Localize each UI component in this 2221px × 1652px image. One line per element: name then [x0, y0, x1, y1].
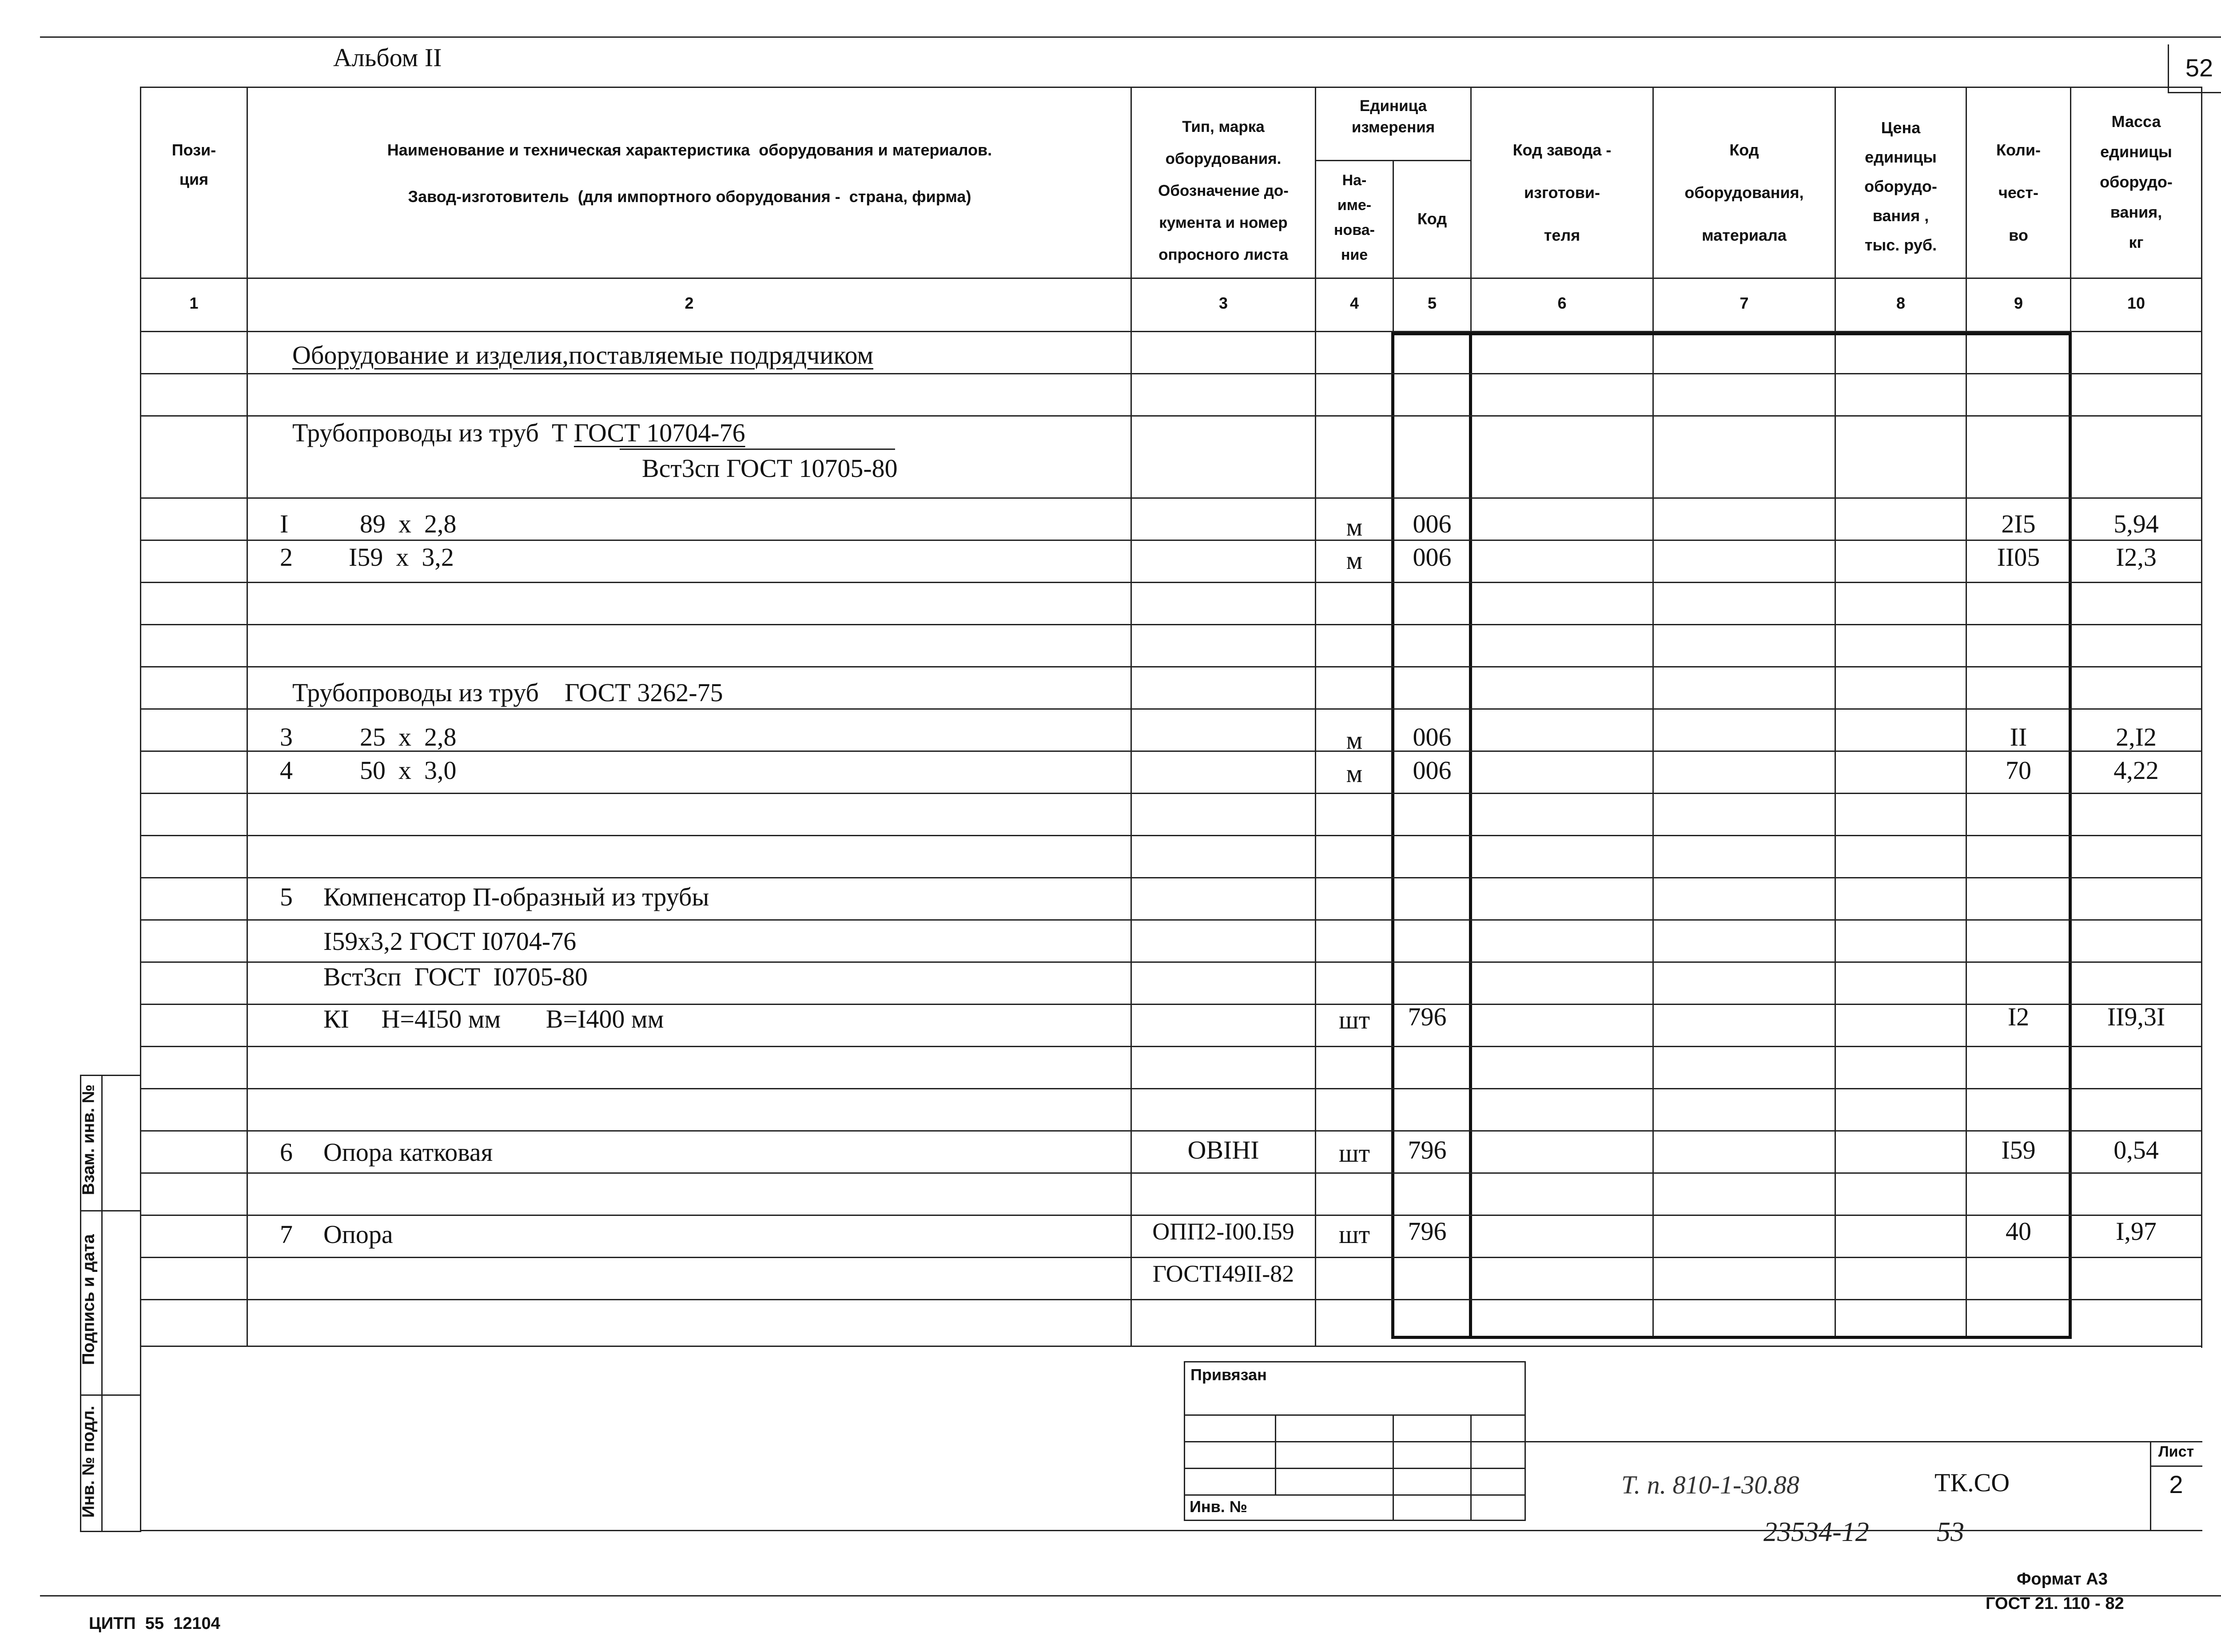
colnum-9: 9 — [2014, 294, 2023, 312]
item-unit: м — [1346, 512, 1363, 541]
item-code: 006 — [1413, 543, 1452, 572]
outer-frame-top — [40, 36, 2221, 38]
item-pos: 2 — [280, 543, 293, 572]
item-unit: шт — [1338, 1220, 1370, 1249]
item-code: 006 — [1413, 509, 1452, 538]
handwritten-page-number: 53 — [1937, 1517, 1964, 1547]
thick-line-block-bottom — [1391, 1336, 2072, 1339]
inv-label: Инв. № — [1190, 1497, 1247, 1516]
side-stamp-line — [80, 1210, 141, 1211]
item-code: 796 — [1408, 1217, 1447, 1246]
compensator-line3: Вст3сп ГОСТ I0705-80 — [323, 962, 588, 991]
header-col2-line2: Завод-изготовитель (для импортного оборудования - страна, фирма) — [408, 187, 971, 206]
compensator-unit: шт — [1338, 1005, 1370, 1034]
colnum-4: 4 — [1349, 294, 1359, 312]
row-line — [140, 877, 2201, 878]
header-col4: На- име- нова- ние — [1334, 172, 1375, 263]
item-mass: 0,54 — [2114, 1136, 2159, 1164]
compensator-line2: I59х3,2 ГОСТ I0704-76 — [323, 927, 577, 956]
header-col5: Код — [1417, 210, 1447, 228]
title-block-top — [1526, 1441, 2202, 1442]
row-line — [140, 415, 2201, 417]
header-col8: Цена единицы оборудо- вания , тыс. руб. — [1864, 119, 1937, 254]
header-col2-line1: Наименование и техническая характеристика оборудования и материалов. — [387, 141, 992, 159]
header-col6: Код завода - изготови- теля — [1513, 141, 1612, 244]
item-name: I59 х 3,2 — [349, 543, 454, 572]
colnum-7: 7 — [1739, 294, 1749, 312]
item-qty: 70 — [2006, 756, 2031, 785]
page-number: 52 — [2185, 54, 2213, 82]
item-code: 796 — [1408, 1136, 1447, 1164]
album-label: Альбом II — [333, 43, 442, 72]
row-line — [140, 1046, 2201, 1047]
colnum-3: 3 — [1218, 294, 1228, 312]
header-col10: Масса единицы оборудо- вания, кг — [2100, 112, 2173, 251]
row-line — [140, 708, 2201, 710]
privyazan-line — [1184, 1414, 1526, 1416]
item-name: 25 х 2,8 — [360, 723, 457, 751]
row-line — [140, 582, 2201, 583]
compensator-qty: I2 — [2007, 1002, 2030, 1031]
row-line — [140, 1130, 2201, 1132]
compensator-line4: КI Н=4I50 мм В=I400 мм — [323, 1005, 664, 1033]
row-line — [140, 666, 2201, 667]
drawing-bottom-line — [141, 1530, 2202, 1531]
privyazan-line — [1184, 1441, 1526, 1442]
header-bottom-line — [140, 278, 2202, 279]
item-unit: м — [1346, 759, 1363, 788]
group1-title — [292, 417, 745, 449]
citp-label: ЦИТП 55 12104 — [89, 1614, 220, 1633]
header-col7: Код оборудования, материала — [1684, 141, 1804, 244]
side-stamp-label-3: Инв. № подл. — [79, 1406, 98, 1518]
row-line — [140, 373, 2201, 374]
privyazan-line — [1184, 1468, 1526, 1469]
table-top-border — [140, 87, 2202, 88]
compensator-code: 796 — [1408, 1002, 1447, 1031]
handwritten-doc-number: Т. п. 810-1-30.88 — [1621, 1470, 1799, 1499]
handwritten-archive-number: 23534-12 — [1763, 1517, 1869, 1547]
group2-title: Трубопроводы из труб ГОСТ 3262-75 — [292, 678, 723, 707]
privyazan-label: Привязан — [1190, 1366, 1267, 1384]
item-qty: II05 — [1997, 543, 2040, 572]
item-mass: I2,3 — [2116, 543, 2157, 572]
side-stamp-divider — [101, 1075, 103, 1532]
sheet-label: Лист — [2158, 1443, 2194, 1460]
item-unit: шт — [1338, 1139, 1370, 1168]
item-mass: 4,22 — [2114, 756, 2159, 785]
colnum-5: 5 — [1427, 294, 1437, 312]
row-line — [140, 919, 2201, 921]
group1-title-part1: Трубопроводы из труб Т — [292, 418, 574, 447]
item-mass: 5,94 — [2114, 509, 2159, 538]
row-line — [140, 1299, 2201, 1300]
colnum-8: 8 — [1896, 294, 1906, 312]
privyazan-col — [1393, 1414, 1394, 1521]
header-col1: Пози- ция — [171, 141, 216, 188]
item-unit: м — [1346, 726, 1363, 755]
row-line — [140, 497, 2201, 499]
privyazan-col — [1470, 1414, 1472, 1521]
item-pos: 6 — [280, 1138, 293, 1167]
col-line-10-right-body — [2201, 333, 2202, 1348]
row-line — [140, 835, 2201, 836]
format-label: Формат А3 — [2017, 1570, 2108, 1588]
header-col3: Тип, марка оборудования. Обозначение до- кумента и номер опросного листа — [1158, 118, 1289, 263]
section-title: Оборудование и изделия,поставляемые подрядчиком — [292, 341, 874, 369]
item-code: 006 — [1413, 756, 1452, 785]
colnum-1: 1 — [189, 294, 199, 312]
table-bottom-line — [140, 1346, 2201, 1347]
colnum-bottom-line — [140, 331, 2202, 332]
privyazan-col — [1275, 1414, 1276, 1494]
compensator-name: Компенсатор П-образный из трубы — [323, 882, 709, 911]
item-code: 006 — [1413, 723, 1452, 751]
sheet-box-line — [2150, 1465, 2202, 1467]
item-mass: I,97 — [2116, 1217, 2157, 1246]
item-qty: II — [2010, 723, 2027, 751]
row-line — [140, 624, 2201, 625]
item-name: 89 х 2,8 — [360, 509, 457, 538]
col-line-1-2 — [247, 87, 248, 1346]
document-code: ТК.СО — [1934, 1468, 2010, 1497]
unit-subheader-line — [1315, 160, 1470, 161]
compensator-pos: 5 — [280, 882, 293, 911]
item-pos: 3 — [280, 723, 293, 751]
row-line — [140, 540, 2201, 541]
row-line — [140, 1088, 2201, 1089]
item-pos: 7 — [280, 1220, 293, 1249]
item-name: Опора катковая — [323, 1138, 493, 1167]
item-name: 50 х 3,0 — [360, 756, 457, 785]
side-stamp-label-1: Взам. инв. № — [79, 1084, 98, 1195]
row-line — [140, 793, 2201, 794]
item-type: ОПП2-I00.I59 — [1152, 1218, 1294, 1245]
item-name: Опора — [323, 1220, 393, 1249]
gost-label: ГОСТ 21. 110 - 82 — [1986, 1594, 2124, 1613]
outer-frame-bottom — [40, 1595, 2221, 1596]
header-col9: Коли- чест- во — [1996, 141, 2041, 244]
item-qty: 40 — [2006, 1217, 2031, 1246]
thick-line-block-top — [1391, 332, 2072, 335]
item-type: ОВIНI — [1187, 1136, 1259, 1164]
item-qty: 2I5 — [2001, 509, 2036, 538]
compensator-mass: II9,3I — [2107, 1002, 2165, 1031]
privyazan-line — [1184, 1494, 1526, 1496]
header-units-group: Единица измерения — [1351, 97, 1435, 136]
colnum-10: 10 — [2127, 294, 2145, 312]
group1-underline — [620, 449, 895, 450]
sheet-number: 2 — [2169, 1470, 2183, 1498]
colnum-2: 2 — [685, 294, 694, 312]
row-line — [140, 1172, 2201, 1174]
side-stamp-label-2: Подпись и дата — [79, 1234, 98, 1365]
item-pos: I — [280, 509, 289, 538]
group1-title-part2: ГОСТ 10704-76 — [573, 418, 745, 447]
item-type-2: ГОСТI49II-82 — [1152, 1260, 1294, 1287]
item-unit: м — [1346, 546, 1363, 575]
item-qty: I59 — [2001, 1136, 2036, 1164]
item-pos: 4 — [280, 756, 293, 785]
colnum-6: 6 — [1557, 294, 1567, 312]
item-mass: 2,I2 — [2116, 723, 2157, 751]
group1-title-line2: Вст3сп ГОСТ 10705-80 — [642, 454, 898, 483]
